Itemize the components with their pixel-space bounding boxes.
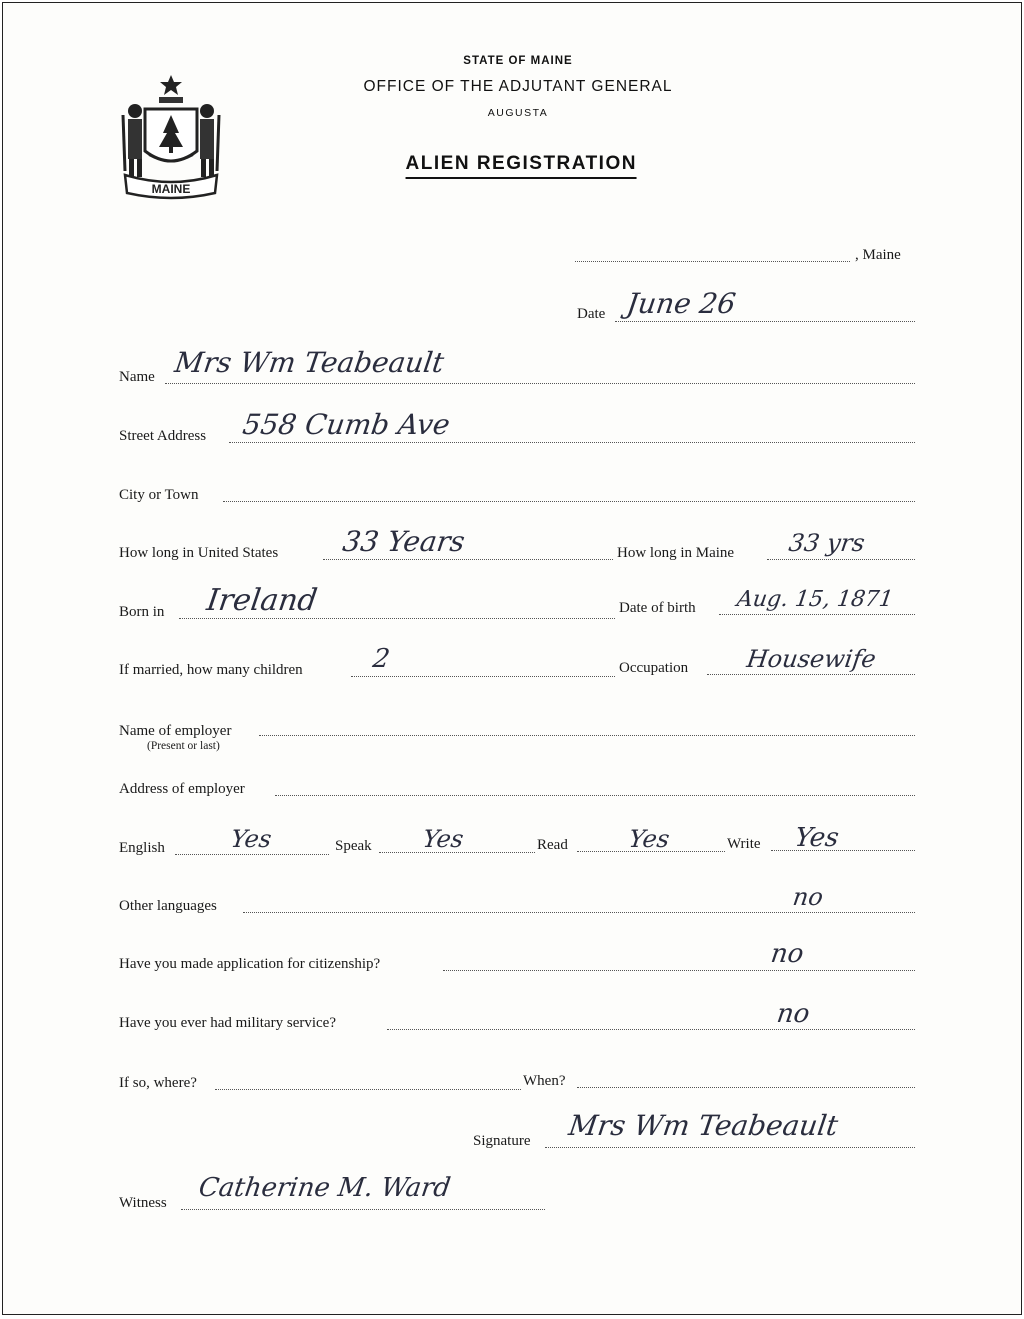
occupation-value: Housewife [745,645,878,673]
name-line [165,383,915,384]
employer-line [259,735,915,736]
occupation-label: Occupation [619,660,689,676]
military-line [387,1029,915,1030]
citizenship-label: Have you made application for citizenship? [119,956,381,972]
place-suffix: , Maine [855,247,901,263]
when-line [577,1087,915,1088]
us-duration-line [323,559,613,560]
english-value: Yes [229,825,274,853]
city-heading: AUGUSTA [487,107,549,119]
signature-line [545,1147,915,1148]
speak-value: Yes [421,825,466,853]
office-heading: OFFICE OF THE ADJUTANT GENERAL [363,78,673,95]
birth-date-line [719,614,915,615]
name-label: Name [119,369,155,385]
maine-duration-label: How long in Maine [617,545,735,561]
street-line [229,442,915,443]
date-value: June 26 [624,287,738,320]
born-in-line [179,618,615,619]
citizenship-line [443,970,915,971]
birth-date-value: Aug. 15, 1871 [735,587,895,612]
date-label: Date [577,306,606,322]
registration-form-page [2,2,1022,1315]
form-title: ALIEN REGISTRATION [406,153,637,179]
citizenship-value: no [768,939,806,969]
employer-sublabel: (Present or last) [147,740,220,752]
witness-line [181,1209,545,1210]
children-value: 2 [370,644,392,674]
employer-address-label: Address of employer [119,781,245,797]
english-label: English [119,840,165,856]
street-value: 558 Cumb Ave [240,408,452,441]
military-value: no [774,999,812,1029]
street-label: Street Address [119,428,207,444]
signature-label: Signature [473,1133,531,1149]
witness-value: Catherine M. Ward [196,1173,453,1203]
city-label: City or Town [119,487,199,503]
occupation-line [707,674,915,675]
signature-value: Mrs Wm Teabeault [566,1109,841,1142]
place-line [575,261,850,262]
where-line [215,1089,521,1090]
read-label: Read [537,837,568,853]
born-in-value: Ireland [204,583,320,618]
other-languages-value: no [791,883,825,911]
children-label: If married, how many children [119,662,303,678]
speak-label: Speak [335,838,372,854]
english-line [175,854,329,855]
where-label: If so, where? [119,1075,197,1091]
witness-label: Witness [119,1195,167,1211]
maine-duration-value: 33 yrs [787,529,867,557]
military-label: Have you ever had military service? [119,1015,336,1031]
children-line [351,676,615,677]
when-label: When? [523,1073,566,1089]
date-line [615,321,915,322]
employer-label: Name of employer [119,723,232,739]
born-in-label: Born in [119,604,165,620]
read-value: Yes [627,825,672,853]
other-languages-line [243,912,915,913]
write-label: Write [727,836,761,852]
state-heading: STATE OF MAINE [463,55,573,67]
city-line [223,501,915,502]
seal-banner-text: MAINE [151,182,191,196]
us-duration-label: How long in United States [119,545,279,561]
birth-date-label: Date of birth [619,600,696,616]
us-duration-value: 33 Years [340,525,467,558]
name-value: Mrs Wm Teabeault [172,346,447,379]
employer-address-line [275,795,915,796]
maine-duration-line [767,559,915,560]
write-value: Yes [792,823,841,853]
other-languages-label: Other languages [119,898,217,914]
